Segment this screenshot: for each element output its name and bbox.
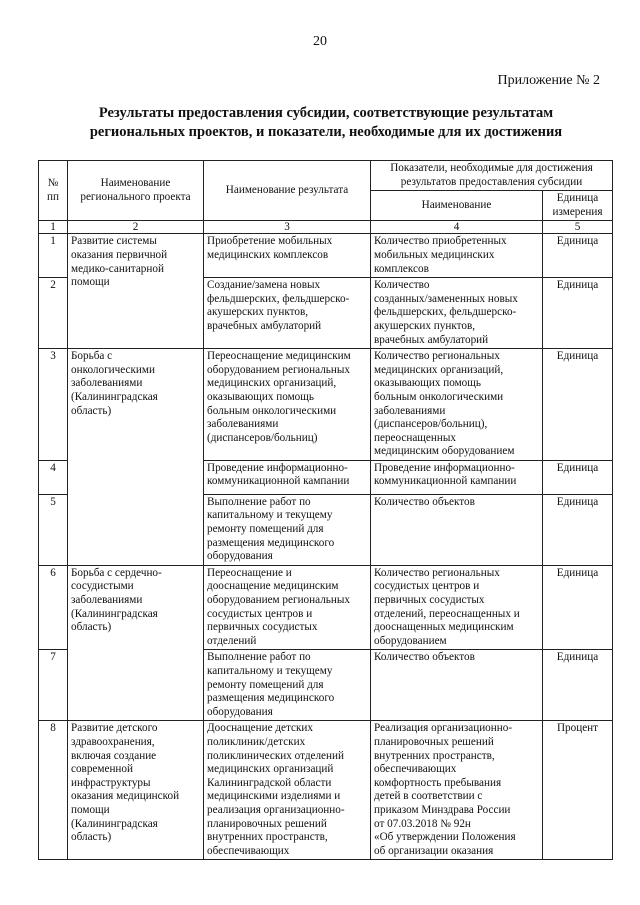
indicator-name: Реализация организационно- планировочных решений внутренних пространств, обеспечивающих комфортность пребывания детей в соответствии с приказом Минздрава России от 07.03.2018 № 92н «Об утверждении Положения об организации оказания	[371, 721, 543, 860]
indicator-name: Количество приобретенных мобильных медицинских комплексов	[371, 234, 543, 278]
table-row	[39, 565, 613, 650]
header-indicators: Показатели, необходимые для достижения результатов предоставления субсидии	[371, 161, 613, 191]
table-row	[39, 721, 613, 860]
result-name: Создание/замена новых фельдшерских, фельдшерско- акушерских пунктов, врачебных амбулаторий	[204, 278, 371, 349]
unit: Единица	[543, 460, 613, 494]
unit: Единица	[543, 349, 613, 461]
row-number: 7	[39, 650, 68, 721]
header-unit: Единица измерения	[543, 191, 613, 221]
indicator-name: Количество региональных сосудистых центров и первичных сосудистых отделений, переоснащенных и дооснащенных медицинским оборудованием	[371, 565, 543, 650]
unit: Единица	[543, 494, 613, 565]
document-title: Результаты предоставления субсидии, соответствующие результатам региональных проектов, и показатели, необходимые для их достижения	[89, 105, 563, 140]
column-numbers-row	[39, 221, 613, 234]
unit: Единица	[543, 234, 613, 278]
column-number: 4	[371, 221, 543, 234]
page-number: 20	[313, 34, 327, 49]
row-number: 8	[39, 721, 68, 860]
row-number: 5	[39, 494, 68, 565]
project-name: Развитие системы оказания первичной медико-санитарной помощи	[68, 234, 204, 349]
indicator-name: Проведение информационно- коммуникационной кампании	[371, 460, 543, 494]
project-name: Борьба с сердечно- сосудистыми заболеваниями (Калининградская область)	[68, 565, 204, 721]
column-number: 1	[39, 221, 68, 234]
table-row	[39, 349, 613, 461]
unit: Процент	[543, 721, 613, 860]
results-table	[38, 160, 613, 860]
row-number: 3	[39, 349, 68, 461]
header-num: № пп	[39, 161, 68, 221]
table-row	[39, 234, 613, 278]
result-name: Выполнение работ по капитальному и текущему ремонту помещений для размещения медицинского оборудования	[204, 650, 371, 721]
header-result: Наименование результата	[204, 161, 371, 221]
unit: Единица	[543, 278, 613, 349]
column-number: 3	[204, 221, 371, 234]
result-name: Переоснащение медицинским оборудованием региональных медицинских организаций, оказывающих помощь больным онкологическими заболеваниями (диспансеров/больниц)	[204, 349, 371, 461]
unit: Единица	[543, 565, 613, 650]
result-name: Переоснащение и дооснащение медицинским оборудованием региональных сосудистых центров и первичных сосудистых отделений	[204, 565, 371, 650]
column-number: 2	[68, 221, 204, 234]
row-number: 1	[39, 234, 68, 278]
result-name: Приобретение мобильных медицинских комплексов	[204, 234, 371, 278]
column-number: 5	[543, 221, 613, 234]
appendix-label: Приложение № 2	[497, 73, 600, 88]
result-name: Выполнение работ по капитальному и текущему ремонту помещений для размещения медицинского оборудования	[204, 494, 371, 565]
row-number: 4	[39, 460, 68, 494]
indicator-name: Количество объектов	[371, 494, 543, 565]
indicator-name: Количество объектов	[371, 650, 543, 721]
result-name: Дооснащение детских поликлиник/детских поликлинических отделений медицинских организаций Калининградской области медицинскими изделиями и реализация организационно- планировочных решений внутренних пространств, обеспечивающих	[204, 721, 371, 860]
project-name: Борьба с онкологическими заболеваниями (Калининградская область)	[68, 349, 204, 566]
unit: Единица	[543, 650, 613, 721]
row-number: 6	[39, 565, 68, 650]
indicator-name: Количество региональных медицинских организаций, оказывающих помощь больным онкологическими заболеваниями (диспансеров/больниц), переоснащенных медицинским оборудованием	[371, 349, 543, 461]
result-name: Проведение информационно- коммуникационной кампании	[204, 460, 371, 494]
header-project: Наименование регионального проекта	[68, 161, 204, 221]
header-indicator-name: Наименование	[371, 191, 543, 221]
project-name: Развитие детского здравоохранения, включая создание современной инфраструктуры оказания медицинской помощи (Калининградская область)	[68, 721, 204, 860]
indicator-name: Количество созданных/замененных новых фельдшерских, фельдшерско- акушерских пунктов, врачебных амбулаторий	[371, 278, 543, 349]
row-number: 2	[39, 278, 68, 349]
